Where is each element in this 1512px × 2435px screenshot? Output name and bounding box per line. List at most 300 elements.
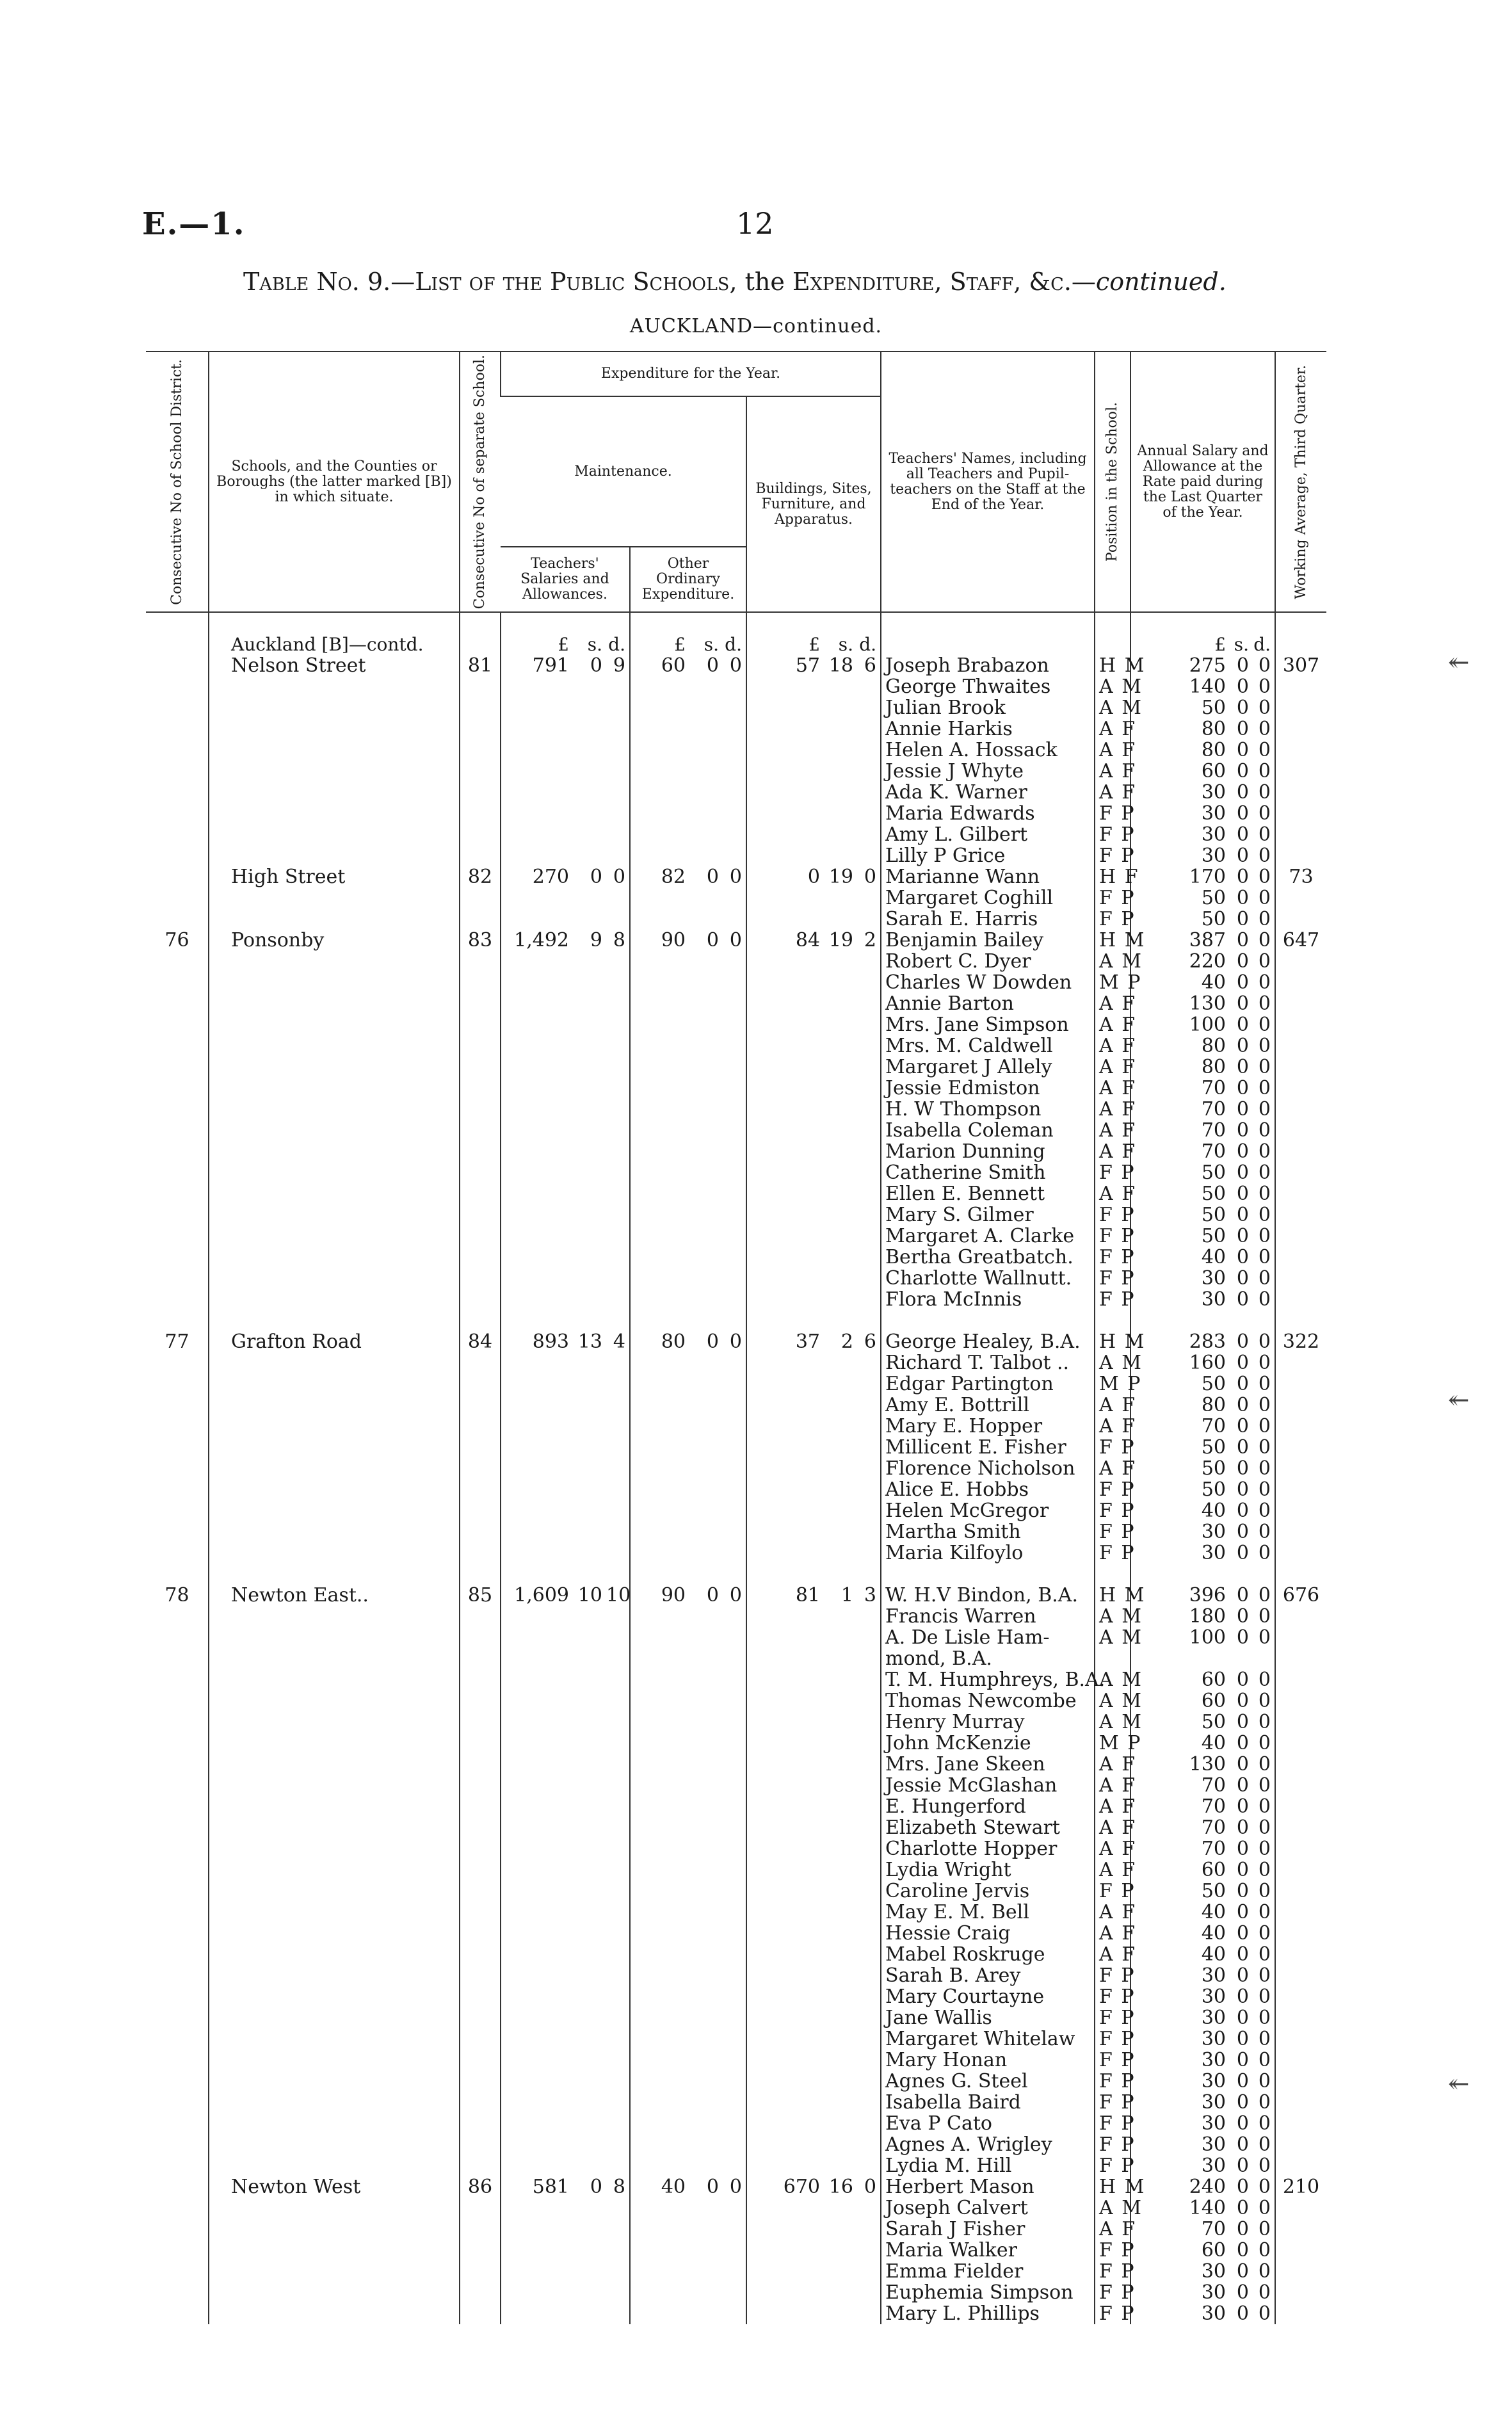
- school-number: [460, 1627, 501, 1648]
- teacher-name: Sarah B. Arey: [881, 1965, 1095, 1986]
- amount-pence: 0: [1258, 1901, 1271, 1924]
- teacher-salary: [1130, 2261, 1275, 2282]
- teacher-position: F P: [1095, 2134, 1130, 2155]
- other-expenditure-amount: [630, 1268, 746, 1289]
- school-name: [209, 2007, 460, 2028]
- amount-pence: 0: [1258, 718, 1271, 741]
- school-name: [209, 676, 460, 697]
- amount-pounds: 30: [1201, 823, 1226, 846]
- teacher-position: A F: [1095, 1416, 1130, 1437]
- teacher-name: May E. M. Bell: [881, 1902, 1095, 1923]
- school-number: [460, 2092, 501, 2113]
- teacher-salary: [1130, 761, 1275, 782]
- title-prefix: Table No. 9.—List of the: [243, 268, 542, 296]
- amount-shillings: 0: [1236, 1035, 1250, 1058]
- unit-pence: d.: [608, 634, 625, 656]
- teacher-name: Thomas Newcombe: [881, 1690, 1095, 1711]
- teacher-position: M P: [1095, 1733, 1130, 1754]
- teacher-name: Helen A. Hossack: [881, 740, 1095, 761]
- district-number: [146, 1859, 209, 1881]
- working-average: [1275, 1226, 1326, 1247]
- district-number: [146, 1606, 209, 1627]
- amount-pence: 0: [1258, 1331, 1271, 1354]
- amount-pounds: 60: [1201, 2239, 1226, 2262]
- teacher-name: Bertha Greatbatch.: [881, 1247, 1095, 1268]
- amount-shillings: 0: [1236, 1986, 1250, 2009]
- teacher-salary: [1130, 1902, 1275, 1923]
- district-number: [146, 866, 209, 887]
- teacher-salary: [1130, 1838, 1275, 1859]
- amount-pence: 0: [864, 866, 877, 889]
- working-average: [1275, 1395, 1326, 1416]
- amount-shillings: 0: [1236, 1838, 1250, 1861]
- working-average: [1275, 1479, 1326, 1500]
- buildings-amount: [746, 697, 881, 718]
- school-name: [209, 2071, 460, 2092]
- teacher-salary: [1130, 1268, 1275, 1289]
- district-number: 77: [165, 1331, 189, 1354]
- teachers-salaries-amount: [501, 1035, 630, 1056]
- amount-shillings: 0: [1236, 2197, 1250, 2220]
- working-average: [1275, 1056, 1326, 1078]
- other-expenditure-amount: [630, 1162, 746, 1183]
- header-teachers-names: Teachers' Names, including all Teachers and Pupil-teachers on the Staff at the End of the Year.: [881, 352, 1095, 612]
- amount-pounds: 893: [532, 1331, 569, 1354]
- teachers-salaries-amount: [501, 972, 630, 993]
- buildings-amount: [746, 1331, 881, 1352]
- teacher-name: Ellen E. Bennett: [881, 1183, 1095, 1204]
- teacher-position: A F: [1095, 782, 1130, 803]
- amount-pounds: 30: [1201, 2049, 1226, 2072]
- buildings-amount: [746, 1395, 881, 1416]
- buildings-amount: [746, 2303, 881, 2324]
- teacher-name: Mabel Roskruge: [881, 1944, 1095, 1965]
- other-expenditure-amount: [630, 1986, 746, 2007]
- teacher-salary: [1130, 2113, 1275, 2134]
- other-expenditure-amount: [630, 909, 746, 930]
- working-average: 647: [1275, 930, 1326, 951]
- amount-pounds: 40: [1201, 971, 1226, 994]
- district-number: [146, 1120, 209, 1141]
- teacher-name: Benjamin Bailey: [881, 930, 1095, 951]
- other-expenditure-amount: [630, 2113, 746, 2134]
- district-number: [146, 740, 209, 761]
- district-number: [146, 1521, 209, 1542]
- teachers-salaries-amount: [501, 2261, 630, 2282]
- amount-pence: 0: [1258, 1943, 1271, 1966]
- school-name: [209, 2134, 460, 2155]
- teachers-salaries-amount: [501, 1838, 630, 1859]
- teacher-position: [1095, 1648, 1130, 1669]
- teacher-salary: [1130, 1056, 1275, 1078]
- district-number: [146, 1141, 209, 1162]
- other-expenditure-amount: [630, 2007, 746, 2028]
- teacher-salary: [1130, 1521, 1275, 1542]
- spacer-row: [146, 1564, 1326, 1585]
- amount-shillings: 0: [1236, 1859, 1250, 1882]
- teacher-name: Margaret A. Clarke: [881, 1226, 1095, 1247]
- school-number: [460, 2261, 501, 2282]
- amount-pence: 0: [1258, 1922, 1271, 1945]
- teacher-name: Maria Edwards: [881, 803, 1095, 824]
- working-average: [1275, 1542, 1326, 1564]
- margin-mark-icon: ↞: [1448, 2069, 1470, 2099]
- teacher-row: [146, 909, 1326, 930]
- school-number: [460, 1500, 501, 1521]
- teachers-salaries-amount: [501, 2155, 630, 2176]
- district-number: [146, 1690, 209, 1711]
- other-expenditure-amount: [630, 1775, 746, 1796]
- teachers-salaries-amount: [501, 1817, 630, 1838]
- teachers-salaries-amount: [501, 1056, 630, 1078]
- amount-pounds: 60: [1201, 1669, 1226, 1692]
- amount-pence: 0: [1258, 1098, 1271, 1121]
- working-average: [1275, 1711, 1326, 1733]
- amount-pounds: 50: [1201, 887, 1226, 910]
- teacher-salary: [1130, 1395, 1275, 1416]
- school-name: [209, 951, 460, 972]
- other-expenditure-amount: [630, 1754, 746, 1775]
- teacher-name: Mary Courtayne: [881, 1986, 1095, 2007]
- school-name: [209, 2219, 460, 2240]
- buildings-amount: [746, 1669, 881, 1690]
- amount-shillings: 0: [1236, 1478, 1250, 1501]
- school-number: [460, 951, 501, 972]
- teacher-salary: [1130, 1881, 1275, 1902]
- amount-pence: 6: [864, 654, 877, 677]
- teacher-position: F P: [1095, 1965, 1130, 1986]
- teacher-salary: [1130, 1690, 1275, 1711]
- amount-pence: 0: [1258, 1204, 1271, 1227]
- buildings-amount: [746, 2113, 881, 2134]
- teacher-position: F P: [1095, 1521, 1130, 1542]
- teacher-position: F P: [1095, 2007, 1130, 2028]
- header-maintenance: Maintenance.: [501, 396, 746, 547]
- teacher-row: [146, 1838, 1326, 1859]
- teacher-position: H M: [1095, 1585, 1130, 1606]
- teacher-name: Ada K. Warner: [881, 782, 1095, 803]
- district-number: [146, 845, 209, 866]
- district-number: [146, 1754, 209, 1775]
- other-expenditure-amount: [630, 2176, 746, 2197]
- amount-pounds: 70: [1201, 1774, 1226, 1797]
- teachers-salaries-amount: [501, 740, 630, 761]
- amount-shillings: 0: [1236, 1267, 1250, 1290]
- teacher-name: Flora McInnis: [881, 1289, 1095, 1310]
- working-average: [1275, 2071, 1326, 2092]
- teacher-position: F P: [1095, 2092, 1130, 2113]
- district-number: [146, 1902, 209, 1923]
- amount-shillings: 0: [1236, 929, 1250, 952]
- amount-pence: 0: [1258, 1795, 1271, 1818]
- teacher-name: Eva P Cato: [881, 2113, 1095, 2134]
- school-number: [460, 824, 501, 845]
- teacher-position: A M: [1095, 951, 1130, 972]
- school-number: [460, 803, 501, 824]
- other-expenditure-amount: [630, 845, 746, 866]
- other-expenditure-amount: [630, 1627, 746, 1648]
- teachers-salaries-amount: [501, 803, 630, 824]
- other-expenditure-amount: [630, 993, 746, 1014]
- buildings-amount: [746, 2050, 881, 2071]
- amount-pounds: 50: [1201, 1225, 1226, 1248]
- school-name: [209, 1859, 460, 1881]
- amount-pence: 0: [1258, 992, 1271, 1015]
- school-name: [209, 1965, 460, 1986]
- district-number: [146, 1226, 209, 1247]
- working-average: [1275, 2303, 1326, 2324]
- buildings-amount: [746, 1542, 881, 1564]
- working-average: [1275, 1437, 1326, 1458]
- school-number: [460, 972, 501, 993]
- teacher-salary: [1130, 1817, 1275, 1838]
- amount-pounds: 30: [1201, 2091, 1226, 2114]
- school-number: [460, 1711, 501, 1733]
- school-name: [209, 993, 460, 1014]
- teacher-salary: [1130, 718, 1275, 740]
- school-number: 85: [460, 1585, 501, 1606]
- teachers-salaries-amount: [501, 1226, 630, 1247]
- amount-shillings: 0: [1236, 802, 1250, 825]
- school-name-text: High Street: [231, 866, 346, 889]
- amount-shillings: 0: [1236, 739, 1250, 762]
- working-average: [1275, 803, 1326, 824]
- teacher-position: F P: [1095, 1247, 1130, 1268]
- buildings-amount: [746, 1859, 881, 1881]
- amount-shillings: 0: [1236, 823, 1250, 846]
- school-number: [460, 1648, 501, 1669]
- unit-pence: d.: [859, 634, 877, 656]
- district-number: [146, 1014, 209, 1035]
- school-number: [460, 909, 501, 930]
- amount-shillings: 0: [1236, 1457, 1250, 1480]
- amount-shillings: 0: [1236, 2260, 1250, 2283]
- amount-pounds: 387: [1189, 929, 1226, 952]
- teacher-salary: [1130, 1711, 1275, 1733]
- teacher-position: F P: [1095, 909, 1130, 930]
- buildings-amount: [746, 740, 881, 761]
- teacher-row: [146, 1627, 1326, 1648]
- teachers-salaries-amount: [501, 887, 630, 909]
- teacher-position: A M: [1095, 1627, 1130, 1648]
- amount-shillings: 0: [1236, 1394, 1250, 1417]
- school-number: [460, 718, 501, 740]
- buildings-amount: [746, 2155, 881, 2176]
- other-expenditure-amount: [630, 930, 746, 951]
- school-name: [209, 1204, 460, 1226]
- working-average: [1275, 1521, 1326, 1542]
- title-middle: , the: [729, 268, 785, 296]
- amount-pounds: 30: [1201, 2028, 1226, 2051]
- working-average: 676: [1275, 1585, 1326, 1606]
- teacher-salary: [1130, 1627, 1275, 1648]
- school-name: [209, 1542, 460, 1564]
- working-average: [1275, 1944, 1326, 1965]
- teacher-position: A F: [1095, 1141, 1130, 1162]
- amount-shillings: 0: [1236, 1901, 1250, 1924]
- teachers-salaries-amount: [501, 1479, 630, 1500]
- teacher-name: Jessie J Whyte: [881, 761, 1095, 782]
- amount-pounds: 30: [1201, 1267, 1226, 1290]
- working-average: [1275, 1669, 1326, 1690]
- teacher-position: F P: [1095, 2155, 1130, 2176]
- school-number: [460, 1120, 501, 1141]
- working-average: [1275, 2092, 1326, 2113]
- teacher-salary: [1130, 1416, 1275, 1437]
- teachers-salaries-amount: [501, 1606, 630, 1627]
- teacher-row: [146, 1711, 1326, 1733]
- amount-pence: 0: [1258, 2133, 1271, 2156]
- amount-pounds: 130: [1189, 992, 1226, 1015]
- school-name-text: Nelson Street: [231, 654, 366, 677]
- school-name: [209, 1986, 460, 2007]
- teacher-row: [146, 1944, 1326, 1965]
- amount-pence: 8: [613, 2176, 625, 2199]
- buildings-amount: [746, 887, 881, 909]
- teacher-row: [146, 1606, 1326, 1627]
- amount-pence: 0: [1258, 2049, 1271, 2072]
- teacher-salary: [1130, 993, 1275, 1014]
- other-expenditure-amount: [630, 1648, 746, 1669]
- teacher-salary: [1130, 2176, 1275, 2197]
- school-name: [209, 1648, 460, 1669]
- amount-shillings: 0: [1236, 2239, 1250, 2262]
- other-expenditure-amount: [630, 1226, 746, 1247]
- teacher-position: F P: [1095, 1162, 1130, 1183]
- header-district: Consecutive No of School District.: [146, 352, 209, 612]
- school-number: [460, 1479, 501, 1500]
- school-name: [209, 887, 460, 909]
- buildings-amount: [746, 1838, 881, 1859]
- teacher-salary: [1130, 1965, 1275, 1986]
- other-expenditure-amount: [630, 1141, 746, 1162]
- working-average: [1275, 1986, 1326, 2007]
- district-number: [146, 1078, 209, 1099]
- amount-shillings: 0: [1236, 1732, 1250, 1755]
- school-name: [209, 972, 460, 993]
- school-name: [209, 1479, 460, 1500]
- teacher-salary: [1130, 2155, 1275, 2176]
- header-expenditure: Expenditure for the Year.: [501, 352, 881, 396]
- buildings-amount: [746, 1014, 881, 1035]
- district-number: [146, 782, 209, 803]
- amount-shillings: 0: [1236, 1056, 1250, 1079]
- amount-pounds: 40: [1201, 1901, 1226, 1924]
- buildings-amount: [746, 2028, 881, 2050]
- school-number: [460, 2240, 501, 2261]
- district-number: [146, 655, 209, 676]
- amount-pounds: 70: [1201, 1098, 1226, 1121]
- amount-shillings: 0: [1236, 1183, 1250, 1206]
- teachers-salaries-amount: [501, 1162, 630, 1183]
- amount-pounds: 30: [1201, 1964, 1226, 1987]
- school-number: [460, 1944, 501, 1965]
- district-number: [146, 1099, 209, 1120]
- district-number: [146, 1986, 209, 2007]
- teacher-salary: [1130, 2240, 1275, 2261]
- amount-pence: 0: [1258, 1880, 1271, 1903]
- amount-pounds: 30: [1201, 1521, 1226, 1544]
- amount-pence: 2: [864, 929, 877, 952]
- school-name: [209, 1014, 460, 1035]
- teacher-row: [146, 1162, 1326, 1183]
- teacher-name: Agnes G. Steel: [881, 2071, 1095, 2092]
- school-number: [460, 1542, 501, 1564]
- amount-pounds: 50: [1201, 1204, 1226, 1227]
- other-expenditure-amount: [630, 2240, 746, 2261]
- teacher-salary: [1130, 1099, 1275, 1120]
- amount-shillings: 0: [1236, 2155, 1250, 2178]
- amount-pounds: 40: [1201, 1922, 1226, 1945]
- teacher-salary: [1130, 930, 1275, 951]
- school-number: [460, 2282, 501, 2303]
- district-number: [146, 1500, 209, 1521]
- amount-pence: 0: [1258, 675, 1271, 699]
- school-name: [209, 1775, 460, 1796]
- teacher-position: F P: [1095, 2303, 1130, 2324]
- amount-pounds: 80: [1201, 739, 1226, 762]
- other-expenditure-amount: [630, 1078, 746, 1099]
- teachers-salaries-amount: [501, 824, 630, 845]
- buildings-amount: [746, 1902, 881, 1923]
- amount-pence: 0: [1258, 1373, 1271, 1396]
- amount-shillings: 0: [1236, 1098, 1250, 1121]
- amount-pence: 0: [1258, 1225, 1271, 1248]
- teacher-row: [146, 1775, 1326, 1796]
- teacher-position: F P: [1095, 2261, 1130, 2282]
- school-row: [146, 2176, 1326, 2197]
- teachers-salaries-amount: [501, 1923, 630, 1944]
- amount-pounds: 57: [795, 654, 821, 677]
- teacher-name: Mary S. Gilmer: [881, 1204, 1095, 1226]
- other-expenditure-amount: [630, 1014, 746, 1035]
- district-number: [146, 1648, 209, 1669]
- amount-pounds: 37: [795, 1331, 821, 1354]
- teacher-row: [146, 1817, 1326, 1838]
- teacher-salary: [1130, 866, 1275, 887]
- school-number: [460, 1859, 501, 1881]
- other-expenditure-amount: [630, 2050, 746, 2071]
- school-number: [460, 1817, 501, 1838]
- amount-pounds: 81: [795, 1584, 821, 1607]
- amount-shillings: 0: [1236, 1753, 1250, 1776]
- teacher-salary: [1130, 1542, 1275, 1564]
- amount-shillings: 0: [1236, 1626, 1250, 1649]
- amount-pounds: 30: [1201, 2155, 1226, 2178]
- amount-pence: 0: [1258, 2260, 1271, 2283]
- teacher-position: A F: [1095, 1838, 1130, 1859]
- school-name: [209, 1099, 460, 1120]
- school-number: [460, 1056, 501, 1078]
- teacher-position: A F: [1095, 718, 1130, 740]
- other-expenditure-amount: [630, 2028, 746, 2050]
- teachers-salaries-amount: [501, 655, 630, 676]
- unit-pound: £: [1214, 634, 1226, 656]
- teacher-name: Mary L. Phillips: [881, 2303, 1095, 2324]
- working-average: [1275, 1881, 1326, 1902]
- teacher-row: [146, 2007, 1326, 2028]
- amount-pounds: 80: [1201, 1056, 1226, 1079]
- units-row: [146, 634, 1326, 655]
- teacher-salary: [1130, 1373, 1275, 1395]
- district-number: [146, 718, 209, 740]
- amount-pounds: 50: [1201, 908, 1226, 931]
- school-name: [209, 1183, 460, 1204]
- amount-pence: 0: [1258, 2176, 1271, 2199]
- school-row: [146, 1585, 1326, 1606]
- school-number: [460, 2134, 501, 2155]
- amount-pence: 0: [1258, 1690, 1271, 1713]
